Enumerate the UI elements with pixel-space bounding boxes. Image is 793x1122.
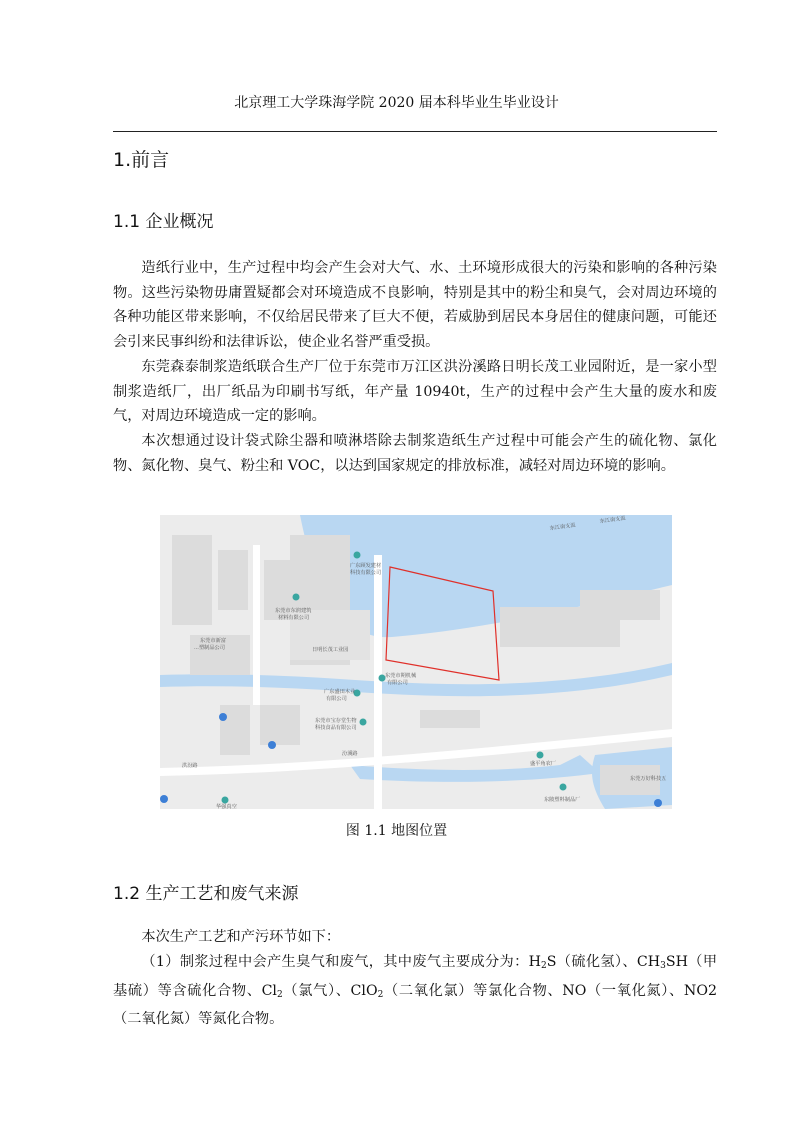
paragraph xyxy=(113,950,717,1032)
text-run: （氯气）、ClO xyxy=(282,982,378,999)
paragraph: 本次想通过设计袋式除尘器和喷淋塔除去制浆造纸生产过程中可能会产生的硫化物、氯化物、氮化物、臭气、粉尘和 VOC，以达到国家规定的排放标准，减轻对周边环境的影响。 xyxy=(113,433,717,474)
map-label: 东江南支流 xyxy=(599,515,626,525)
map-label: 科技食品有限公司 xyxy=(315,725,357,731)
map-label: 汾溪路 xyxy=(342,751,358,757)
figure-caption: 图 1.1 地图位置 xyxy=(345,823,448,839)
paragraph: 东莞森泰制浆造纸联合生产厂位于东莞市万江区洪汾溪路日明长茂工业园附近，是一家小型制浆造纸厂，出厂纸品为印刷书写纸，年产量 10940t，生产的过程中会产生大量的废水和废气，对周边环境造成一定的影响。 xyxy=(113,359,717,425)
road-vertical xyxy=(374,555,382,809)
paragraph: 本次生产工艺和产污环节如下： xyxy=(141,929,341,945)
subscript: 3 xyxy=(660,961,666,971)
map-label: 东莞市期机械 xyxy=(385,673,417,679)
road-vertical-2 xyxy=(253,545,260,705)
map-label: 材料有限公司 xyxy=(278,615,310,621)
map-label: 东莞市新富 xyxy=(200,638,226,644)
section-1-title: 1.前言 xyxy=(113,149,170,171)
map-label: 日明长茂工业园 xyxy=(312,647,349,653)
text-run: S（硫化氢）、CH xyxy=(546,954,661,970)
text-run: SH（甲基硫）等含硫化合物、Cl xyxy=(113,954,718,999)
map-label: 东莞市宝存堂生物 xyxy=(315,718,357,724)
location-map xyxy=(160,515,672,809)
map-label: 华强真空 xyxy=(216,804,237,809)
map-label: 东莞万好科技五 xyxy=(630,776,667,782)
map-label: 东陂塑料制品厂 xyxy=(544,797,581,803)
subscript: 2 xyxy=(276,989,283,1000)
section-1-2-title: 1.2 生产工艺和废气来源 xyxy=(113,884,299,904)
page-header: 北京理工大学珠海学院 2020 届本科毕业生毕业设计 xyxy=(234,95,559,111)
text-run: （1）制浆过程中会产生臭气和废气，其中废气主要成分为：H xyxy=(141,954,541,970)
map-label: 有限公司 xyxy=(387,680,408,686)
section-1-1-title: 1.1 企业概况 xyxy=(113,212,214,232)
subscript: 2 xyxy=(540,961,547,971)
map-label: 洪汾路 xyxy=(182,763,198,769)
map-label: ...塑制品公司 xyxy=(194,645,225,651)
map-label: 盛平角农厂 xyxy=(530,761,556,767)
map-label: 东江南支流 xyxy=(549,522,576,532)
map-label: 科技有限公司 xyxy=(350,570,382,576)
subscript: 2 xyxy=(377,989,384,1000)
map-label: 广东顾发建材 xyxy=(350,563,382,569)
paragraph: 造纸行业中，生产过程中均会产生会对大气、水、土环境形成很大的污染和影响的各种污染物。这些污染物毋庸置疑都会对环境造成不良影响，特别是其中的粉尘和臭气，会对周边环境的各种功能区带来影响，不仅给居民带来了巨大不便，若威胁到居民本身居住的健康问题，可能还会引来民事纠纷和法律诉讼，使企业名誉严重受损。 xyxy=(113,260,717,350)
map-label: 东莞市东润建筑 xyxy=(275,608,312,614)
map-label: 有限公司 xyxy=(326,696,347,702)
map-label: 广东盛田木业 xyxy=(324,689,356,695)
header-rule xyxy=(113,131,717,132)
text-run: （二氧化氯）等氯化合物、NO（一氧化氮）、NO2（二氧化氮）等氮化合物。 xyxy=(113,982,717,1028)
